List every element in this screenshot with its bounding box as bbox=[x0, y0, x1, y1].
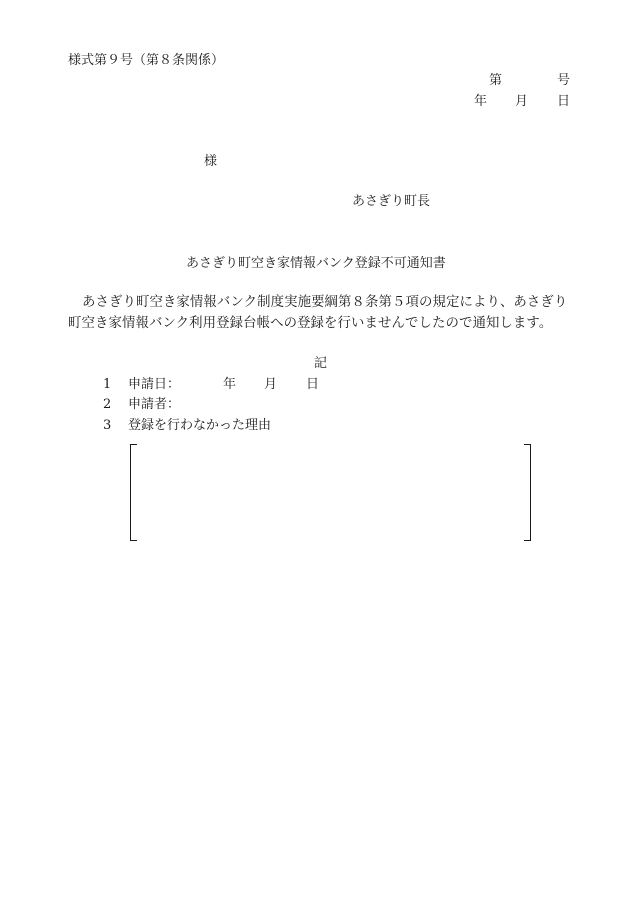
item-label-application-date: 申請日： bbox=[128, 377, 181, 392]
reason-box-left-bracket bbox=[130, 444, 137, 541]
date-month: 月 bbox=[515, 94, 529, 109]
item-number: 2 bbox=[103, 397, 112, 412]
item-number: 3 bbox=[103, 418, 112, 433]
reason-box-right-bracket bbox=[524, 444, 531, 541]
item-label-reason: 登録を行わなかった理由 bbox=[128, 418, 272, 433]
application-date-month: 月 bbox=[264, 377, 278, 392]
doc-number-suffix: 号 bbox=[557, 73, 571, 88]
notes-heading: 記 bbox=[314, 356, 328, 371]
body-text-line-1: あさぎり町空き家情報バンク制度実施要綱第８条第５項の規定により、あさぎり bbox=[82, 295, 568, 310]
document-title: あさぎり町空き家情報バンク登録不可通知書 bbox=[186, 256, 446, 271]
sender-name: あさぎり町長 bbox=[352, 194, 431, 209]
item-number: 1 bbox=[103, 377, 112, 392]
application-date-day: 日 bbox=[306, 377, 320, 392]
item-label-applicant: 申請者： bbox=[128, 397, 181, 412]
date-year: 年 bbox=[474, 94, 488, 109]
form-number: 様式第９号（第８条関係） bbox=[68, 53, 225, 68]
body-text-line-2: 町空き家情報バンク利用登録台帳への登録を行いませんでしたので通知します。 bbox=[68, 316, 553, 331]
addressee-honorific: 様 bbox=[204, 154, 218, 169]
application-date-year: 年 bbox=[223, 377, 237, 392]
doc-number-prefix: 第 bbox=[489, 73, 503, 88]
date-day: 日 bbox=[557, 94, 571, 109]
